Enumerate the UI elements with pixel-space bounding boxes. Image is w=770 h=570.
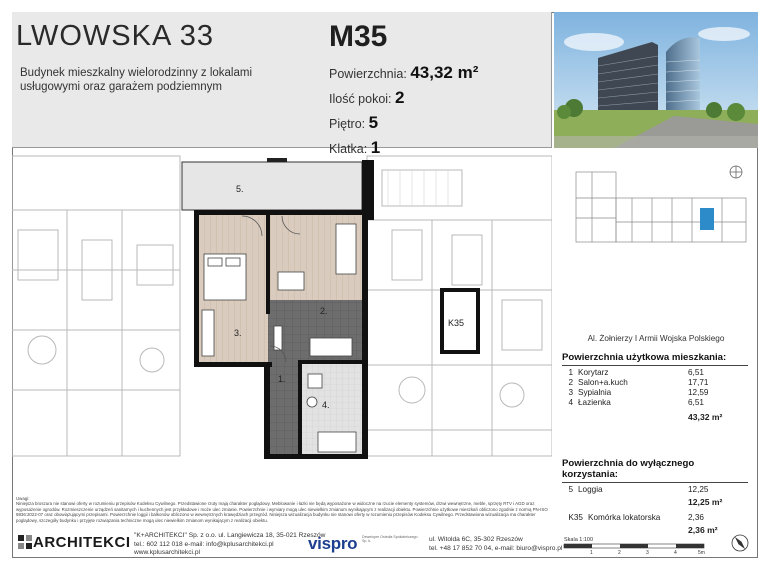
area-total: 43,32 m² [688,412,723,422]
area-row: 4 Łazienka 6,51 [568,398,704,407]
room-label-1: 1. [278,374,286,384]
stat-staircase: Klatka: 1 [329,138,381,157]
developer-address: ul. Witolda 6C, 35-302 Rzeszów tel. +48 17 852 70 04, e-mail: biuro@vispro.pl [429,536,563,552]
scale-tick: 5m [698,550,705,556]
exclusive-table [562,458,748,535]
exclusive-table-title: Powierzchnia do wyłącznego korzystania: [562,458,748,483]
architect-logo: ARCHITEKCI [18,534,131,551]
disclaimer-note: Uwagi: Niniejsza broszura nie stanowi oferty w rozumieniu przepisów Kodeksu Cywilnego. Przedstawione rzuty mają charakter poglądowy. Meblowanie i łazki nie będą wyposażone w widoczne na rzucie elementy systemów, drzwi wewnętrzne, meble, sprzęty RTV i AGD oraz wyposażenie ogrodów. Rozmieszczenie urządzeń sanitarnych i kuchennych jest przykładowe i może ulec zmianie. Powierzchnie i wymiary mogą ulec niewielkim zmianom wynikającym z realizacji obiektu. Powierzchnie użytkowe mieszkań obliczono zgodnie z normą PN-ISO 9836:2022-07 oraz obowiązującymi przepisami. Powierzchnie loggii i balkonów obliczono w wewnętrznych krawędziach przegród. Niniejsza wizualizacja budynku nie stanowi oferty w rozumieniu przepisów Kodeksu Cywilnego. Przedstawiona wizualizacja ma charakter poglądowy, szczegóły budynku i przyjęte rozwiązania techniczne mogą ulec niewielkim zmianom wynikającym z realizacji obiektu. [16,496,548,523]
north-arrow-icon [730,533,750,553]
room-label-5: 5. [236,184,244,194]
developer-subtitle: Deweloper Osiedla Spółdzielczego Sp. k. [362,535,418,544]
scale-tick: 4 [674,550,677,556]
building-description: Budynek mieszkalny wielorodzinny z lokalami usługowymi oraz garażem podziemnym [20,67,253,93]
scale-tick: 3 [646,550,649,556]
stat-floor: Piętro: 5 [329,113,379,132]
developer-logo: vispro [308,534,358,553]
scale-bar [562,534,722,556]
architect-address: "K+ARCHITEKCI" Sp. z o.o. ul. Langiewicza 18, 35-021 Rzeszów tel.: 602 112 018 e-mail: info@kplusarchitekci.pl www.kplusarchitekci.pl [134,532,326,556]
area-row: 3 Sypialnia 12,59 [568,388,709,397]
building-address: LWOWSKA 33 [16,20,215,52]
room-label-4: 4. [322,400,330,410]
scale-tick: 2 [618,550,621,556]
stat-rooms: Ilość pokoi: 2 [329,88,405,107]
stat-area: Powierzchnia: 43,32 m² [329,63,479,82]
loggia-total: 12,25 m² [688,497,723,507]
area-table-title: Powierzchnia użytkowa mieszkania: [562,352,748,366]
loggia-row: 5 Loggia 12,25 [568,485,709,494]
key-plan [572,158,752,284]
scale-tick: 1 [590,550,593,556]
scale-label: Skala 1:100 [564,537,594,543]
building-photo [554,12,758,148]
area-row: 1 Korytarz 6,51 [568,368,704,377]
storage-row: K35 Komórka lokatorska 2,36 [568,513,704,522]
room-label-2: 2. [320,306,328,316]
unit-number: M35 [329,20,388,53]
unit-stats [329,60,478,160]
k-plus-icon [18,535,32,549]
street-name: Al. Żołnierzy I Armii Wojska Polskiego [587,334,725,343]
storage-total: 2,36 m² [688,525,718,535]
room-label-3: 3. [234,328,242,338]
storage-label: K35 [448,318,465,328]
floor-plan [12,150,552,462]
area-row: 2 Salon+a.kuch 17,71 [568,378,709,387]
area-table [562,352,748,422]
